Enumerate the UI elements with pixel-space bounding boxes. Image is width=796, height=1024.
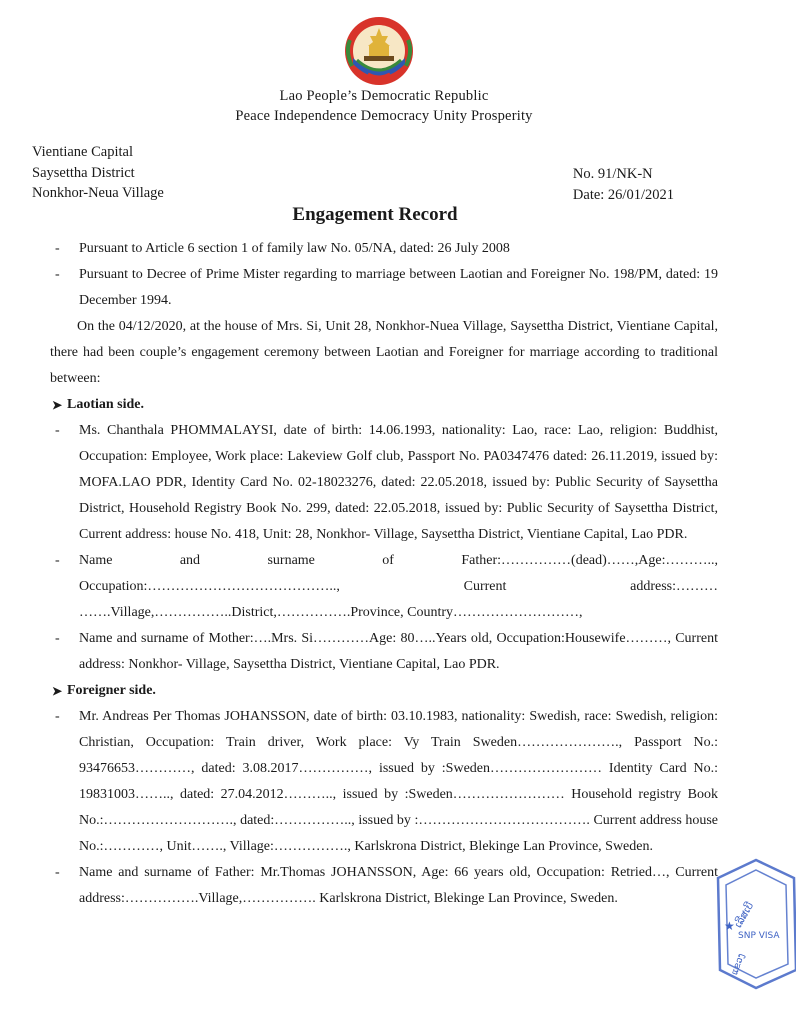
lao-national-emblem-icon <box>342 14 416 88</box>
location-capital: Vientiane Capital <box>32 144 133 160</box>
foreigner-person: - Mr. Andreas Per Thomas JOHANSSON, date of birth: 03.10.1983, nationality: Swedish, race: Swedish, religion: Christian, Occupation: Train driver, Work place: Vy Train Sweden…………………., Passport No.: 93476653…………, dated: 3.08.2017……………, issued by :Sweden…………………… Identity Card No.: 19831003…….., dated: 27.04.2012……….., issued by :Sweden…………………… Household registry Book No.:………………………., dated:…………….., issued by :………………………………. Current address house No.:…………, Unit……., Village:……………., Karlskrona District, Blekinge Lan Province, Sweden. <box>55 709 718 854</box>
document-reference <box>573 164 674 205</box>
location-district: Saysettha District <box>32 164 135 181</box>
intro-paragraph: On the 04/12/2020, at the house of Mrs. Si, Unit 28, Nonkhor-Nuea Village, Saysettha District, Vientiane Capital, there had been couple’s engagement ceremony between Laotian and Foreigner for marriage according to traditional between: <box>50 319 718 386</box>
issuing-location <box>32 142 164 204</box>
official-seal-icon <box>716 858 796 990</box>
country-name: Lao People’s Democratic Republic <box>279 88 489 104</box>
svg-text:SNP VISA: SNP VISA <box>738 931 780 941</box>
arrow-bullet-icon: ➤ <box>52 684 63 698</box>
foreigner-side-heading: ➤ Foreigner side. <box>50 678 718 704</box>
document-number: No. 91/NK-N <box>572 166 653 182</box>
laotian-father: - Name and surname of Father:……………(dead)……,Age:……….., Occupation:………………………………….., Current address:……… …….Village,……………..District,…………….Province, Country………………………, <box>55 553 718 620</box>
foreigner-father: - Name and surname of Father: Mr.Thomas JOHANSSON, Age: 66 years old, Occupation: Retried…, Current address:…………….Village,……………. Karlskrona District, Blekinge Lan Province, Sweden. <box>55 865 718 906</box>
pursuant-item: - Pursuant to Decree of Prime Mister regarding to marriage between Laotian and Foreigner No. 198/PM, dated: 19 December 1994. <box>55 267 718 308</box>
laotian-mother: - Name and surname of Mother:….Mrs. Si…………Age: 80…..Years old, Occupation:Housewife………, Current address: Nonkhor- Village, Saysettha District, Vientiane Capital, Lao PDR. <box>55 631 718 672</box>
laotian-side-heading: ➤ Laotian side. <box>50 392 718 418</box>
document-date: Date: 26/01/2021 <box>572 186 674 203</box>
svg-text:★: ★ <box>724 919 735 933</box>
location-village: Nonkhor-Neua Village <box>32 185 164 201</box>
svg-text:ແຂວງ: ແຂວງ <box>730 952 747 977</box>
svg-text:ເລີສເບີ: ເລີສເບີ <box>733 900 757 930</box>
document-title: Engagement Record <box>292 204 458 225</box>
laotian-person: - Ms. Chanthala PHOMMALAYSI, date of birth: 14.06.1993, nationality: Lao, race: Lao, religion: Buddhist, Occupation: Employee, Work place: Lakeview Golf club, Passport No. PA0347476 dated: 26.11.2019, issued by: MOFA.LAO PDR, Identity Card No. 02-18023276, dated: 22.05.2018, issued by: Public Security of Saysettha District, Household Registry Book No. 299, dated: 22.05.2018, issued by: Public Security of Saysettha District, Current address: house No. 418, Unit: 28, Nonkhor- Village, Saysettha District, Vientiane Capital, Lao PDR. <box>55 423 718 542</box>
national-motto: Peace Independence Democracy Unity Prosperity <box>235 108 533 124</box>
arrow-bullet-icon: ➤ <box>52 398 63 412</box>
pursuant-item: - Pursuant to Article 6 section 1 of family law No. 05/NA, dated: 26 July 2008 <box>55 241 510 256</box>
document-body <box>50 236 718 912</box>
